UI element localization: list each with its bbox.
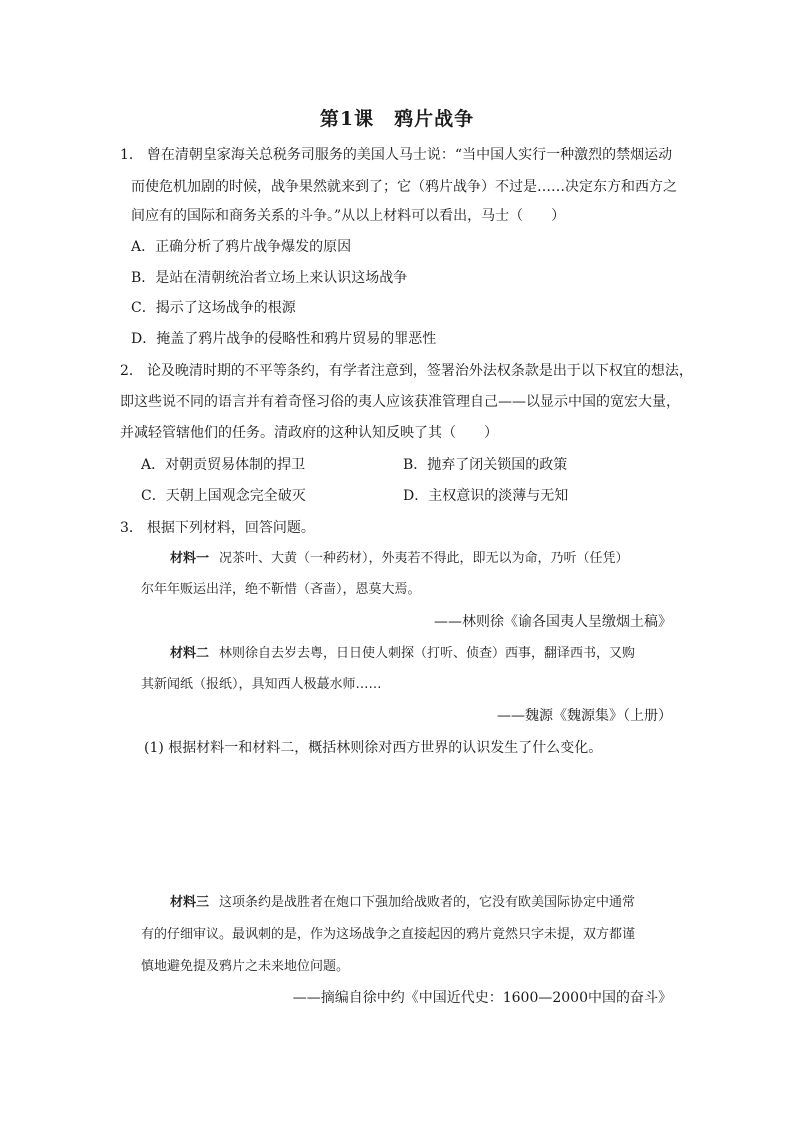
q1-stem-line-2: 而使危机加剧的时候，战争果然就来到了；它（鸦片战争）不过是……决定东方和西方之 <box>131 179 677 195</box>
q2-stem-line-2: 即这些说不同的语言并有着奇怪习俗的夷人应该获准管理自己——以显示中国的宽宏大量， <box>120 394 680 410</box>
material-1-label: 材料一 <box>170 551 210 566</box>
material-2-line-1: 材料二 林则徐自去岁去粤，日日使人刺探（打听、侦查）西事，翻译西书，又购 <box>170 646 636 661</box>
material-3-source: ——摘编自徐中约《中国近代史：1600—2000中国的奋斗》 <box>292 990 672 1006</box>
q2-option-a: A．对朝贡贸易体制的捍卫 <box>141 457 306 473</box>
q2-option-c: C．天朝上国观念完全破灭 <box>141 488 306 504</box>
page-title: 第1课 鸦片战争 <box>319 108 475 130</box>
q2-option-d: D．主权意识的淡薄与无知 <box>403 488 569 504</box>
q3-number: 3． <box>120 520 143 536</box>
q2-stem-line-1: 2． 论及晚清时期的不平等条约，有学者注意到，签署治外法权条款是出于以下权宜的想法， <box>120 363 693 379</box>
q3-stem: 3． 根据下列材料，回答问题。 <box>120 520 315 536</box>
material-1-source: ——林则徐《谕各国夷人呈缴烟土稿》 <box>434 614 672 630</box>
q1-stem-line-1: 1． 曾在清朝皇家海关总税务司服务的美国人马士说：“当中国人实行一种激烈的禁烟运动 <box>120 147 673 163</box>
material-2-label: 材料二 <box>170 646 210 661</box>
material-2-line-2: 其新闻纸（报纸），具知西人极蕞水师…… <box>141 677 382 692</box>
q1-number: 1． <box>120 147 143 163</box>
material-3-line-1: 材料三 这项条约是战胜者在炮口下强加给战败者的，它没有欧美国际协定中通常 <box>170 895 636 910</box>
material-1-line-2: 尔年年贩运出洋，绝不靳惜（吝啬），恩莫大焉。 <box>141 582 421 597</box>
q3-subquestion-1: (1) 根据材料一和材料二，概括林则徐对西方世界的认识发生了什么变化。 <box>144 740 603 756</box>
q2-number: 2． <box>120 363 143 379</box>
material-2-source: ——魏源《魏源集》（上册） <box>497 708 672 724</box>
q1-option-b: B．是站在清朝统治者立场上来认识这场战争 <box>131 270 408 286</box>
material-3-line-2: 有的仔细审议。最讽刺的是，作为这场战争之直接起因的鸦片竟然只字未提，双方都谨 <box>141 927 636 942</box>
material-3-line-3: 慎地避免提及鸦片之未来地位问题。 <box>141 959 350 974</box>
q1-option-d: D．掩盖了鸦片战争的侵略性和鸦片贸易的罪恶性 <box>131 331 437 347</box>
q1-option-c: C．揭示了这场战争的根源 <box>131 300 296 316</box>
material-1-line-1: 材料一 况茶叶、大黄（一种药材），外夷若不得此，即无以为命，乃听（任凭） <box>170 551 629 566</box>
q1-stem-line-3: 间应有的国际和商务关系的斗争。”从以上材料可以看出，马士（ ） <box>131 208 566 224</box>
material-3-label: 材料三 <box>170 895 210 910</box>
q2-stem-line-3: 并减轻管辖他们的任务。清政府的这种认知反映了其（ ） <box>120 425 498 441</box>
q2-option-b: B．抛弃了闭关锁国的政策 <box>403 457 568 473</box>
q1-option-a: A．正确分析了鸦片战争爆发的原因 <box>131 239 352 255</box>
